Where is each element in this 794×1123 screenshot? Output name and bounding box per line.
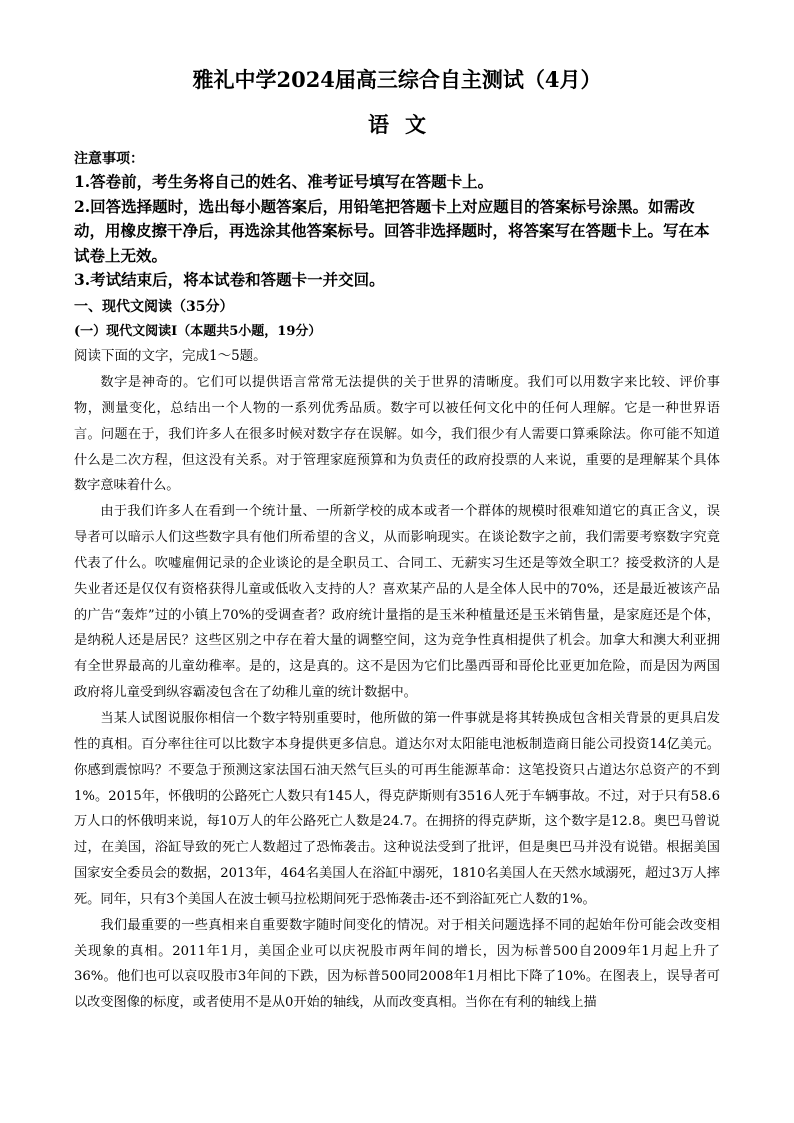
passage-paragraph: 数字是神奇的。它们可以提供语言常常无法提供的关于世界的清晰度。我们可以用数字来比较、评价事物，测量变化，总结出一个人物的一系列优秀品质。数字可以被任何文化中的任何人理解。它是一种世界语言。问题在于，我们许多人在很多时候对数字存在误解。如今，我们很少有人需要口算乘除法。你可能不知道什么是二次方程，但这没有关系。对于管理家庭预算和为负责任的政府投票的人来说，重要的是理解某个具体数字意味着什么。 [74, 375, 720, 494]
notice-item: 2.回答选择题时，选出每小题答案后，用铅笔把答题卡上对应题目的答案标号涂黑。如需改动，用橡皮擦干净后，再选涂其他答案标号。回答非选择题时，将答案写在答题卡上。写在本试卷上无效。 [74, 196, 710, 265]
notice-heading: 注意事项： [74, 151, 144, 167]
reading-instruction: 阅读下面的文字，完成1～5题。 [74, 348, 267, 364]
section-heading: 一、现代文阅读（35分） [74, 299, 234, 315]
exam-title: 雅礼中学2024届高三综合自主测试（4月） [192, 67, 602, 92]
passage-paragraph: 当某人试图说服你相信一个数字特别重要时，他所做的第一件事就是将其转换成包含相关背景的更具启发性的真相。百分率往往可以比数字本身提供更多信息。道达尔对太阳能电池板制造商日能公司投资14亿美元。你感到震惊吗？不要急于预测这家法国石油天然气巨头的可再生能源革命：这笔投资只占道达尔总资产的不到1%。2015年，怀俄明的公路死亡人数只有145人，得克萨斯则有3516人死于车辆事故。不过，对于只有58.6万人口的怀俄明来说，每10万人的年公路死亡人数是24.7。在拥挤的得克萨斯，这个数字是12.8。奥巴马曾说过，在美国，浴缸导致的死亡人数超过了恐怖袭击。这种说法受到了批评，但是奥巴马并没有说错。根据美国国家安全委员会的数据，2013年，464名美国人在浴缸中溺死，1810名美国人在天然水域溺死，超过3万人摔死。同年，只有3个美国人在波士顿马拉松期间死于恐怖袭击-还不到浴缸死亡人数的1%。 [74, 710, 720, 907]
notice-item: 1.答卷前，考生务将自己的姓名、准考证号填写在答题卡上。 [74, 172, 494, 191]
subject-title: 语文 [368, 112, 442, 137]
passage-paragraph: 由于我们许多人在看到一个统计量、一所新学校的成本或者一个群体的规模时很难知道它的真正含义，误导者可以暗示人们这些数字具有他们所希望的含义，从而影响现实。在谈论数字之前，我们需要考察数字究竟代表了什么。吹嘘雇佣记录的企业谈论的是全职员工、合同工、无薪实习生还是等效全职工？接受救济的人是失业者还是仅仅有资格获得儿童或低收入支持的人？喜欢某产品的人是全体人民中的70%，还是最近被该产品的广告“轰炸”过的小镇上70%的受调查者？政府统计量指的是玉米种植量还是玉米销售量，是家庭还是个体，是纳税人还是居民？这些区别之中存在着大量的调整空间，这为竞争性真相提供了机会。加拿大和澳大利亚拥有全世界最高的儿童幼稚率。是的，这是真的。这不是因为它们比墨西哥和哥伦比亚更加危险，而是因为两国政府将儿童受到纵容霸凌包含在了幼稚儿童的统计数据中。 [74, 504, 720, 701]
notice-item: 3.考试结束后，将本试卷和答题卡一并交回。 [74, 270, 385, 289]
subsection-heading: (一）现代文阅读Ⅰ（本题共5小题，19分） [74, 324, 322, 339]
notice-list [74, 170, 724, 293]
passage-paragraph: 我们最重要的一些真相来自重要数字随时间变化的情况。对于相关问题选择不同的起始年份可能会改变相关现象的真相。2011年1月，美国企业可以庆祝股市两年间的增长，因为标普500自2009年1月起上升了36%。他们也可以哀叹股市3年间的下跌，因为标普500同2008年1月相比下降了10%。在图表上，误导者可以改变图像的标度，或者使用不是从0开始的轴线，从而改变真相。当你在有利的轴线上描 [74, 917, 720, 1011]
reading-passage [74, 370, 720, 1016]
